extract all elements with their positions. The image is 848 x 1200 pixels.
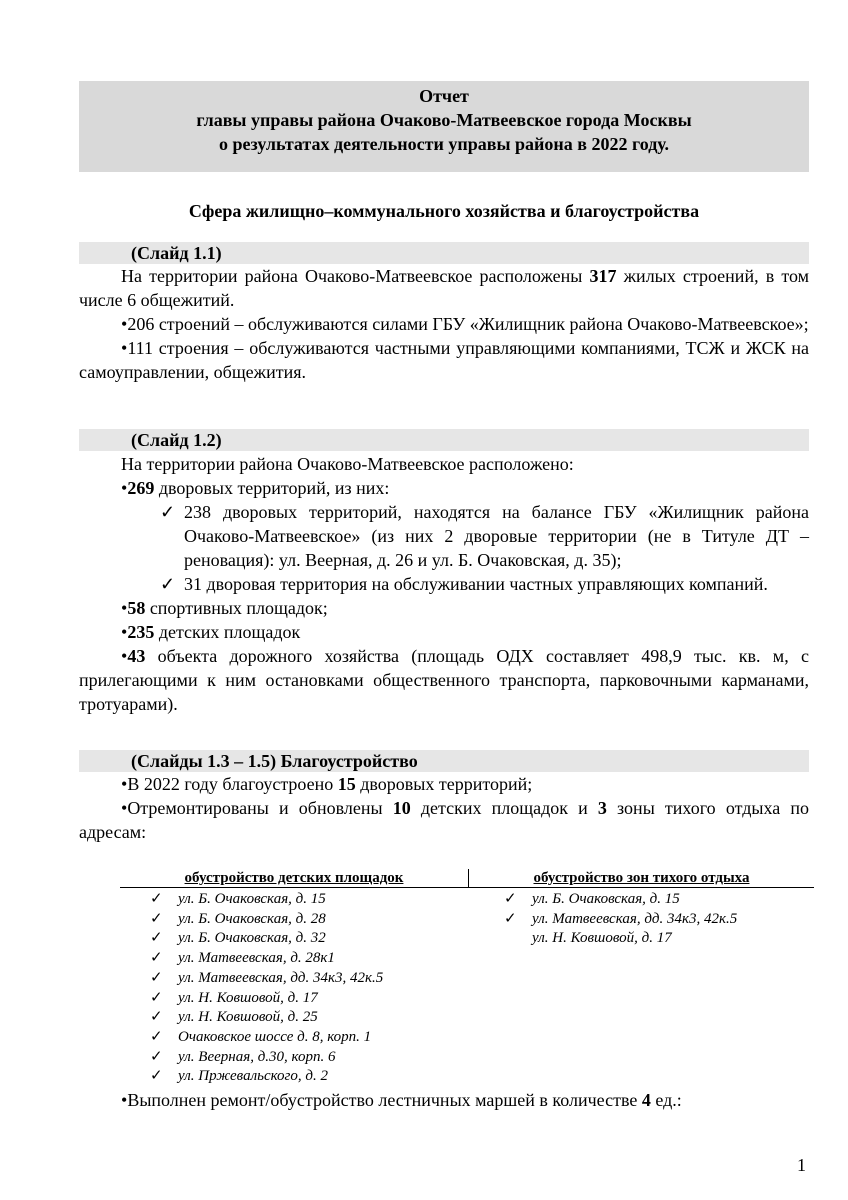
bullet-icon: • bbox=[121, 1090, 128, 1110]
checkmark-icon: ✓ bbox=[504, 910, 517, 927]
yards-bullet bbox=[79, 476, 809, 500]
bullet-icon: • bbox=[121, 798, 128, 818]
slide-1-1-body bbox=[79, 264, 809, 384]
slide-1-2-body bbox=[79, 452, 809, 716]
sub-item-text: 238 дворовых территорий, находятся на балансе ГБУ «Жилищник района Очаково-Матвеевское» (из них 2 дворовые территории (не в Титуле ДТ – реновация): ул. Веерная, д. 26 и ул. Б. Очаковская, д. 35); bbox=[184, 502, 809, 570]
slide-1-2-intro: На территории района Очаково-Матвеевское расположено: bbox=[121, 454, 574, 474]
bullet-text-cont: дворовых территорий; bbox=[355, 774, 533, 794]
slide-1-3-heading-text: (Слайды 1.3 – 1.5) Благоустройство bbox=[131, 751, 418, 771]
stairs-count: 4 bbox=[641, 1090, 651, 1110]
report-title: Отчет bbox=[419, 86, 469, 106]
bullet-icon: • bbox=[121, 622, 128, 642]
report-subtitle-line2: о результатах деятельности управы района в 2022 году. bbox=[219, 134, 669, 154]
yards-count: 269 bbox=[127, 478, 155, 498]
checkmark-icon: ✓ bbox=[150, 1068, 163, 1085]
bullet-icon: • bbox=[121, 338, 128, 358]
col-header-playgrounds: обустройство детских площадок bbox=[184, 870, 404, 886]
checkmark-icon: ✓ bbox=[150, 950, 163, 967]
checkmark-icon: ✓ bbox=[150, 910, 163, 927]
quiet-zone-address-row bbox=[504, 890, 737, 910]
playground-address-row bbox=[150, 969, 383, 989]
checkmark-icon: ✓ bbox=[150, 969, 163, 986]
checkmark-icon: ✓ bbox=[150, 891, 163, 907]
bullet-text: 206 строений – обслуживаются силами ГБУ «Жилищник района Очаково-Матвеевское»; bbox=[127, 314, 809, 334]
slide-1-2-heading bbox=[79, 429, 809, 451]
bullet-text: 111 строения – обслуживаются частными управляющими компаниями, ТСЖ и ЖСК на самоуправлении, общежития. bbox=[79, 338, 809, 382]
intro-text-cont: жилых строений, в том числе 6 общежитий. bbox=[79, 266, 809, 310]
address-text: ул. Б. Очаковская, д. 15 bbox=[178, 891, 326, 907]
kids-bullet bbox=[79, 620, 809, 644]
address-text: ул. Б. Очаковская, д. 32 bbox=[178, 930, 326, 947]
report-title-block bbox=[79, 81, 809, 172]
checkmark-icon: ✓ bbox=[150, 989, 163, 1006]
address-text: ул. Пржевальского, д. 2 bbox=[178, 1068, 328, 1085]
slide-1-2-heading-text: (Слайд 1.2) bbox=[131, 430, 222, 450]
bullet-icon: • bbox=[121, 598, 128, 618]
bullet-icon: • bbox=[121, 646, 128, 666]
quiet-zones-count: 3 bbox=[597, 798, 607, 818]
playground-address-row bbox=[150, 890, 383, 910]
address-text: ул. Н. Ковшовой, д. 25 bbox=[178, 1009, 318, 1026]
quiet-zones-column bbox=[504, 890, 737, 949]
checkmark-icon: ✓ bbox=[150, 1009, 163, 1026]
addresses-table bbox=[120, 869, 814, 1085]
address-text: ул. Матвеевская, д. 28к1 bbox=[178, 950, 335, 967]
playground-address-row bbox=[150, 910, 383, 930]
bullet-icon: • bbox=[121, 774, 128, 794]
playground-address-row bbox=[150, 1067, 383, 1087]
kids-count: 235 bbox=[127, 622, 155, 642]
checkmark-icon: ✓ bbox=[160, 574, 176, 594]
table-header bbox=[120, 869, 814, 888]
address-text: ул. Матвеевская, дд. 34к3, 42к.5 bbox=[532, 910, 738, 927]
renovated-bullet bbox=[79, 796, 809, 844]
playground-address-row bbox=[150, 989, 383, 1009]
slide-1-1-heading-text: (Слайд 1.1) bbox=[131, 243, 222, 263]
address-text: ул. Б. Очаковская, д. 28 bbox=[178, 910, 326, 927]
yards-sublist bbox=[160, 500, 809, 596]
improved-yards-count: 15 bbox=[337, 774, 356, 794]
sport-bullet bbox=[79, 596, 809, 620]
playground-address-row bbox=[150, 949, 383, 969]
sport-count: 58 bbox=[127, 598, 146, 618]
bullet-text-end: зоны тихого отдыха по адресам: bbox=[79, 798, 809, 842]
page-number: 1 bbox=[797, 1155, 806, 1175]
slide-1-1-bullet-2 bbox=[79, 336, 809, 384]
col-header-quiet-zones: обустройство зон тихого отдыха bbox=[533, 870, 750, 886]
address-text: ул. Матвеевская, дд. 34к3, 42к.5 bbox=[178, 969, 384, 986]
section-title: Сфера жилищно–коммунального хозяйства и благоустройства bbox=[188, 201, 700, 221]
checkmark-icon: ✓ bbox=[150, 1048, 163, 1065]
playground-address-row bbox=[150, 1008, 383, 1028]
checkmark-icon: ✓ bbox=[160, 502, 176, 522]
quiet-zone-address-row bbox=[504, 929, 737, 949]
checkmark-icon: ✓ bbox=[504, 891, 517, 907]
bullet-text: Выполнен ремонт/обустройство лестничных маршей в количестве bbox=[127, 1090, 642, 1110]
playground-address-row bbox=[150, 1048, 383, 1068]
checkmark-icon: ✓ bbox=[150, 930, 163, 947]
address-text: ул. Веерная, д.30, корп. 6 bbox=[178, 1048, 336, 1065]
address-text: ул. Н. Ковшовой, д. 17 bbox=[178, 989, 318, 1006]
bullet-text-cont: ед.: bbox=[650, 1090, 682, 1110]
playground-address-row bbox=[150, 929, 383, 949]
playgrounds-count: 10 bbox=[392, 798, 411, 818]
checkmark-icon: ✓ bbox=[150, 1028, 163, 1045]
address-text: ул. Н. Ковшовой, д. 17 bbox=[532, 930, 672, 947]
yards-sub-item-2 bbox=[160, 572, 809, 596]
bullet-text: дворовых территорий, из них: bbox=[154, 478, 390, 498]
improved-yards-bullet bbox=[79, 772, 809, 796]
slide-1-1-intro bbox=[79, 264, 809, 312]
stairs-bullet-text bbox=[79, 1088, 809, 1112]
bullet-text: детских площадок bbox=[154, 622, 301, 642]
yards-sub-item-1 bbox=[160, 500, 809, 572]
sub-item-text: 31 дворовая территория на обслуживании частных управляющих компаний. bbox=[184, 574, 768, 594]
bullet-text: спортивных площадок; bbox=[145, 598, 328, 618]
roads-count: 43 bbox=[127, 646, 146, 666]
slide-1-3-body bbox=[79, 772, 809, 844]
slide-1-3-heading bbox=[79, 750, 809, 772]
bullet-icon: • bbox=[121, 478, 128, 498]
bullet-text: Отремонтированы и обновлены bbox=[127, 798, 393, 818]
slide-1-1-bullet-1 bbox=[79, 312, 809, 336]
buildings-count: 317 bbox=[589, 266, 617, 286]
playground-address-row bbox=[150, 1028, 383, 1048]
playgrounds-column bbox=[150, 890, 383, 1087]
address-text: Очаковское шоссе д. 8, корп. 1 bbox=[178, 1028, 372, 1045]
report-subtitle-line1: главы управы района Очаково-Матвеевское города Москвы bbox=[196, 110, 692, 130]
bullet-text: объекта дорожного хозяйства (площадь ОДХ составляет 498,9 тыс. кв. м, с прилегающими к ним остановками общественного транспорта, парковочными карманами, тротуарами). bbox=[79, 646, 809, 714]
bullet-text: В 2022 году благоустроено bbox=[127, 774, 338, 794]
intro-text: На территории района Очаково-Матвеевское расположены bbox=[121, 266, 590, 286]
roads-bullet bbox=[79, 644, 809, 716]
quiet-zone-address-row bbox=[504, 910, 737, 930]
slide-1-1-heading bbox=[79, 242, 809, 264]
address-text: ул. Б. Очаковская, д. 15 bbox=[532, 891, 680, 907]
bullet-icon: • bbox=[121, 314, 128, 334]
bullet-text-cont: детских площадок и bbox=[410, 798, 598, 818]
stairs-bullet bbox=[79, 1088, 809, 1112]
